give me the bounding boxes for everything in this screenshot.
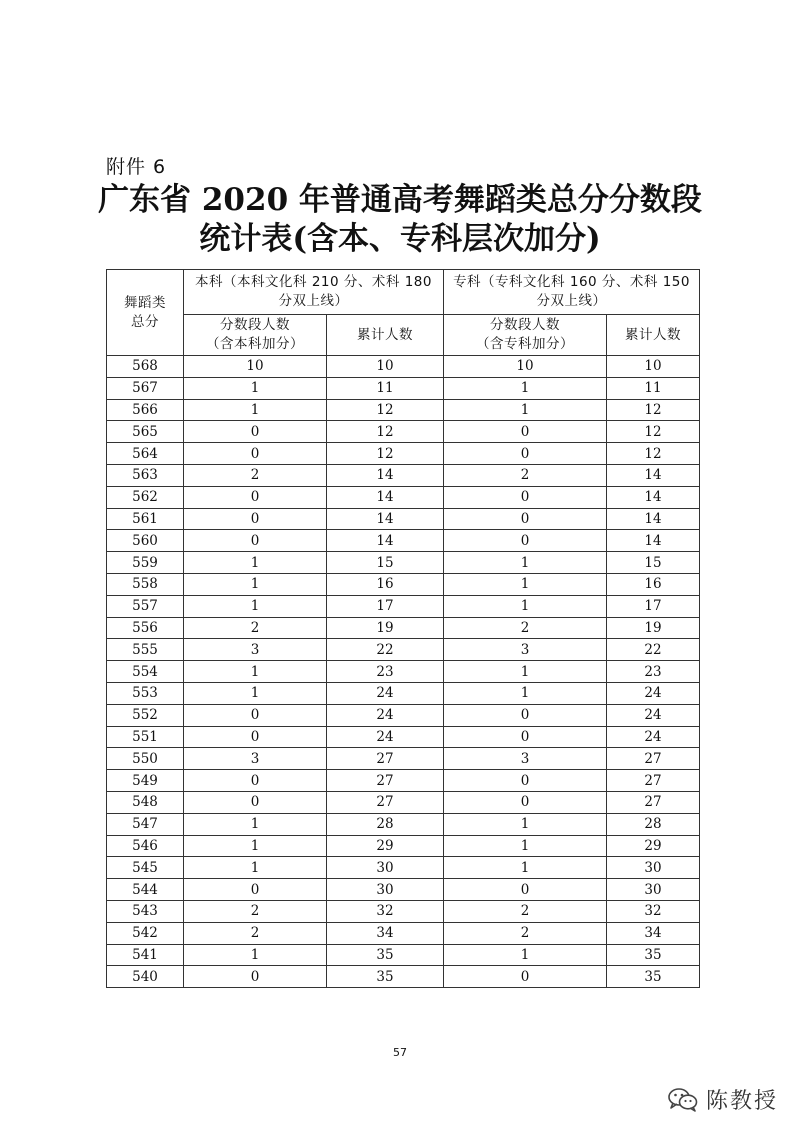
college-count-cell: 1 bbox=[444, 857, 607, 879]
college-count-cell: 0 bbox=[444, 791, 607, 813]
score-cell: 545 bbox=[107, 857, 184, 879]
score-cell: 552 bbox=[107, 704, 184, 726]
undergrad-header-line: 本科（本科文化科 210 分、术科 180 bbox=[195, 274, 432, 290]
table-row bbox=[107, 813, 700, 835]
undergrad-cumulative-cell: 24 bbox=[327, 682, 444, 704]
watermark-text: 陈教授 bbox=[705, 1089, 778, 1114]
score-cell: 568 bbox=[107, 356, 184, 378]
college-count-cell: 1 bbox=[444, 552, 607, 574]
undergrad-count-cell: 0 bbox=[184, 421, 327, 443]
score-cell: 546 bbox=[107, 835, 184, 857]
score-cell: 567 bbox=[107, 377, 184, 399]
college-count-cell: 1 bbox=[444, 399, 607, 421]
table-body bbox=[107, 356, 700, 988]
college-cumulative-cell: 29 bbox=[607, 835, 700, 857]
table-row bbox=[107, 617, 700, 639]
undergrad-count-cell: 0 bbox=[184, 486, 327, 508]
score-cell: 558 bbox=[107, 573, 184, 595]
undergrad-count-cell: 3 bbox=[184, 748, 327, 770]
undergrad-count-cell: 2 bbox=[184, 617, 327, 639]
table-row bbox=[107, 661, 700, 683]
undergrad-group-header bbox=[184, 270, 444, 315]
table-row bbox=[107, 595, 700, 617]
score-cell: 560 bbox=[107, 530, 184, 552]
college-count-cell: 0 bbox=[444, 879, 607, 901]
college-group-header bbox=[444, 270, 700, 315]
table-row bbox=[107, 857, 700, 879]
college-count-cell: 1 bbox=[444, 944, 607, 966]
undergrad-cumulative-cell: 12 bbox=[327, 421, 444, 443]
table-row bbox=[107, 966, 700, 988]
college-count-cell: 0 bbox=[444, 508, 607, 530]
undergrad-cumulative-cell: 14 bbox=[327, 464, 444, 486]
undergrad-count-cell: 10 bbox=[184, 356, 327, 378]
college-count-cell: 1 bbox=[444, 595, 607, 617]
score-cell: 563 bbox=[107, 464, 184, 486]
undergrad-cumulative-cell: 24 bbox=[327, 704, 444, 726]
undergrad-cumulative-cell: 29 bbox=[327, 835, 444, 857]
college-cumulative-cell: 24 bbox=[607, 726, 700, 748]
undergrad-cumulative-cell: 19 bbox=[327, 617, 444, 639]
score-cell: 540 bbox=[107, 966, 184, 988]
watermark bbox=[668, 1084, 778, 1115]
college-cumulative-cell: 24 bbox=[607, 682, 700, 704]
undergrad-count-cell: 1 bbox=[184, 595, 327, 617]
college-cumulative-cell: 17 bbox=[607, 595, 700, 617]
score-cell: 547 bbox=[107, 813, 184, 835]
college-cumulative-cell: 19 bbox=[607, 617, 700, 639]
score-header-line: 总分 bbox=[131, 313, 159, 330]
college-count-cell: 1 bbox=[444, 661, 607, 683]
college-cumulative-cell: 27 bbox=[607, 770, 700, 792]
college-cumulative-cell: 27 bbox=[607, 791, 700, 813]
college-header-line: 专科（专科文化科 160 分、术科 150 bbox=[453, 274, 690, 290]
undergrad-count-cell: 0 bbox=[184, 770, 327, 792]
undergrad-count-cell: 1 bbox=[184, 661, 327, 683]
table-row bbox=[107, 944, 700, 966]
table-row bbox=[107, 791, 700, 813]
undergrad-count-cell: 1 bbox=[184, 552, 327, 574]
undergrad-count-header-line: （含本科加分） bbox=[206, 336, 304, 352]
score-cell: 564 bbox=[107, 443, 184, 465]
college-cumulative-cell: 14 bbox=[607, 486, 700, 508]
undergrad-count-cell: 0 bbox=[184, 508, 327, 530]
table-row bbox=[107, 552, 700, 574]
undergrad-count-cell: 1 bbox=[184, 377, 327, 399]
score-cell: 543 bbox=[107, 900, 184, 922]
undergrad-count-cell: 1 bbox=[184, 813, 327, 835]
college-cumulative-cell: 30 bbox=[607, 879, 700, 901]
table-row bbox=[107, 900, 700, 922]
score-distribution-table bbox=[106, 269, 700, 988]
undergrad-cumulative-cell: 35 bbox=[327, 966, 444, 988]
table-row bbox=[107, 922, 700, 944]
college-cumulative-cell: 12 bbox=[607, 443, 700, 465]
undergrad-count-cell: 3 bbox=[184, 639, 327, 661]
undergrad-cumulative-cell: 32 bbox=[327, 900, 444, 922]
undergrad-cumulative-cell: 35 bbox=[327, 944, 444, 966]
table-row bbox=[107, 356, 700, 378]
college-count-cell: 0 bbox=[444, 421, 607, 443]
college-cumulative-cell: 35 bbox=[607, 944, 700, 966]
table-row bbox=[107, 704, 700, 726]
wechat-icon bbox=[668, 1087, 698, 1113]
undergrad-cumulative-cell: 30 bbox=[327, 857, 444, 879]
college-cumulative-header: 累计人数 bbox=[607, 315, 700, 356]
score-cell: 561 bbox=[107, 508, 184, 530]
score-cell: 549 bbox=[107, 770, 184, 792]
college-cumulative-cell: 23 bbox=[607, 661, 700, 683]
score-cell: 550 bbox=[107, 748, 184, 770]
college-cumulative-cell: 12 bbox=[607, 421, 700, 443]
undergrad-cumulative-cell: 14 bbox=[327, 486, 444, 508]
undergrad-cumulative-cell: 11 bbox=[327, 377, 444, 399]
undergrad-cumulative-header: 累计人数 bbox=[327, 315, 444, 356]
table-row bbox=[107, 421, 700, 443]
table-row bbox=[107, 443, 700, 465]
undergrad-count-cell: 2 bbox=[184, 922, 327, 944]
score-column-header bbox=[107, 270, 184, 356]
score-cell: 565 bbox=[107, 421, 184, 443]
table-row bbox=[107, 399, 700, 421]
undergrad-cumulative-cell: 28 bbox=[327, 813, 444, 835]
college-count-cell: 0 bbox=[444, 486, 607, 508]
score-cell: 557 bbox=[107, 595, 184, 617]
college-count-cell: 3 bbox=[444, 748, 607, 770]
college-count-cell: 1 bbox=[444, 573, 607, 595]
table-row bbox=[107, 770, 700, 792]
college-count-cell: 0 bbox=[444, 726, 607, 748]
undergrad-cumulative-cell: 14 bbox=[327, 530, 444, 552]
undergrad-cumulative-cell: 12 bbox=[327, 399, 444, 421]
college-cumulative-cell: 27 bbox=[607, 748, 700, 770]
undergrad-count-cell: 2 bbox=[184, 464, 327, 486]
page-number: 57 bbox=[393, 1046, 407, 1059]
attachment-label: 附件 6 bbox=[106, 156, 167, 178]
undergrad-cumulative-cell: 16 bbox=[327, 573, 444, 595]
college-cumulative-cell: 32 bbox=[607, 900, 700, 922]
college-cumulative-cell: 30 bbox=[607, 857, 700, 879]
undergrad-count-cell: 1 bbox=[184, 399, 327, 421]
college-cumulative-cell: 14 bbox=[607, 530, 700, 552]
table-row bbox=[107, 682, 700, 704]
score-cell: 555 bbox=[107, 639, 184, 661]
table-row bbox=[107, 573, 700, 595]
college-count-cell: 0 bbox=[444, 704, 607, 726]
undergrad-count-header bbox=[184, 315, 327, 356]
score-cell: 544 bbox=[107, 879, 184, 901]
college-count-cell: 0 bbox=[444, 966, 607, 988]
college-count-cell: 0 bbox=[444, 770, 607, 792]
college-header-line: 分双上线） bbox=[536, 293, 607, 309]
college-count-header-line: （含专科加分） bbox=[476, 336, 575, 352]
undergrad-cumulative-cell: 27 bbox=[327, 748, 444, 770]
undergrad-cumulative-cell: 10 bbox=[327, 356, 444, 378]
college-cumulative-cell: 14 bbox=[607, 464, 700, 486]
undergrad-count-cell: 2 bbox=[184, 900, 327, 922]
undergrad-count-cell: 0 bbox=[184, 791, 327, 813]
college-count-cell: 0 bbox=[444, 443, 607, 465]
college-cumulative-cell: 22 bbox=[607, 639, 700, 661]
table-row bbox=[107, 726, 700, 748]
undergrad-cumulative-cell: 15 bbox=[327, 552, 444, 574]
undergrad-count-cell: 0 bbox=[184, 530, 327, 552]
table-row bbox=[107, 508, 700, 530]
score-cell: 542 bbox=[107, 922, 184, 944]
undergrad-cumulative-cell: 14 bbox=[327, 508, 444, 530]
undergrad-count-cell: 0 bbox=[184, 443, 327, 465]
college-cumulative-cell: 15 bbox=[607, 552, 700, 574]
college-cumulative-cell: 10 bbox=[607, 356, 700, 378]
undergrad-header-line: 分双上线） bbox=[278, 293, 349, 309]
college-count-cell: 1 bbox=[444, 813, 607, 835]
undergrad-count-cell: 0 bbox=[184, 704, 327, 726]
college-cumulative-cell: 34 bbox=[607, 922, 700, 944]
score-cell: 553 bbox=[107, 682, 184, 704]
college-cumulative-cell: 24 bbox=[607, 704, 700, 726]
undergrad-cumulative-cell: 27 bbox=[327, 791, 444, 813]
undergrad-cumulative-cell: 27 bbox=[327, 770, 444, 792]
page-title-line-1: 广东省 2020 年普通高考舞蹈类总分分数段 bbox=[98, 182, 702, 218]
undergrad-cumulative-cell: 34 bbox=[327, 922, 444, 944]
college-count-cell: 0 bbox=[444, 530, 607, 552]
college-count-cell: 1 bbox=[444, 682, 607, 704]
college-count-cell: 2 bbox=[444, 922, 607, 944]
undergrad-count-cell: 0 bbox=[184, 879, 327, 901]
page-title-line-2: 统计表(含本、专科层次加分) bbox=[199, 221, 601, 257]
score-cell: 566 bbox=[107, 399, 184, 421]
college-count-cell: 1 bbox=[444, 835, 607, 857]
undergrad-cumulative-cell: 30 bbox=[327, 879, 444, 901]
undergrad-count-cell: 1 bbox=[184, 944, 327, 966]
undergrad-cumulative-cell: 23 bbox=[327, 661, 444, 683]
college-count-cell: 2 bbox=[444, 900, 607, 922]
score-cell: 556 bbox=[107, 617, 184, 639]
college-cumulative-cell: 28 bbox=[607, 813, 700, 835]
table-row bbox=[107, 639, 700, 661]
college-count-cell: 2 bbox=[444, 464, 607, 486]
undergrad-cumulative-cell: 24 bbox=[327, 726, 444, 748]
undergrad-cumulative-cell: 12 bbox=[327, 443, 444, 465]
college-cumulative-cell: 12 bbox=[607, 399, 700, 421]
table-row bbox=[107, 530, 700, 552]
college-count-cell: 1 bbox=[444, 377, 607, 399]
table-row bbox=[107, 486, 700, 508]
undergrad-count-cell: 1 bbox=[184, 573, 327, 595]
score-header-line: 舞蹈类 bbox=[124, 294, 166, 311]
college-cumulative-cell: 16 bbox=[607, 573, 700, 595]
college-cumulative-cell: 35 bbox=[607, 966, 700, 988]
undergrad-count-cell: 0 bbox=[184, 966, 327, 988]
college-count-header bbox=[444, 315, 607, 356]
undergrad-cumulative-cell: 17 bbox=[327, 595, 444, 617]
undergrad-count-header-line: 分数段人数 bbox=[220, 317, 290, 333]
score-cell: 548 bbox=[107, 791, 184, 813]
table-row bbox=[107, 748, 700, 770]
college-count-cell: 10 bbox=[444, 356, 607, 378]
undergrad-count-cell: 1 bbox=[184, 835, 327, 857]
score-cell: 559 bbox=[107, 552, 184, 574]
score-cell: 562 bbox=[107, 486, 184, 508]
table-row bbox=[107, 377, 700, 399]
college-count-header-line: 分数段人数 bbox=[490, 317, 561, 333]
college-cumulative-cell: 14 bbox=[607, 508, 700, 530]
score-cell: 541 bbox=[107, 944, 184, 966]
table-row bbox=[107, 464, 700, 486]
undergrad-cumulative-cell: 22 bbox=[327, 639, 444, 661]
undergrad-count-cell: 0 bbox=[184, 726, 327, 748]
undergrad-count-cell: 1 bbox=[184, 682, 327, 704]
score-cell: 554 bbox=[107, 661, 184, 683]
table-row bbox=[107, 879, 700, 901]
table-row bbox=[107, 835, 700, 857]
undergrad-count-cell: 1 bbox=[184, 857, 327, 879]
college-cumulative-cell: 11 bbox=[607, 377, 700, 399]
score-cell: 551 bbox=[107, 726, 184, 748]
college-count-cell: 3 bbox=[444, 639, 607, 661]
college-count-cell: 2 bbox=[444, 617, 607, 639]
